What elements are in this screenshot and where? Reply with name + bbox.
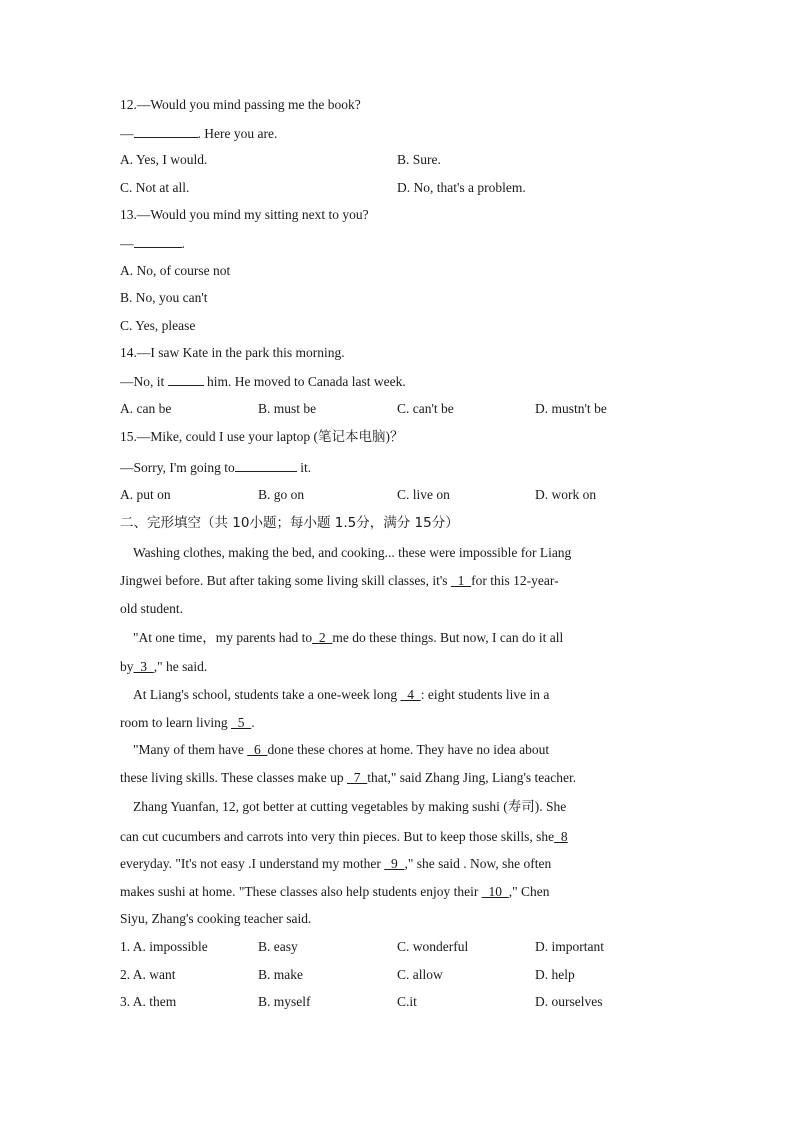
- passage-text: At Liang's school, students take a one-week long: [133, 687, 401, 702]
- option-a: A. Yes, I would.: [120, 152, 208, 167]
- passage-line: [120, 572, 559, 590]
- passage-line: Siyu, Zhang's cooking teacher said.: [120, 911, 312, 926]
- passage-line: [120, 828, 568, 846]
- question-15-reply: [120, 458, 311, 477]
- option-c: C. can't be: [397, 401, 454, 416]
- cloze-blank-5: 5: [230, 715, 252, 730]
- option-d: D. work on: [535, 487, 597, 502]
- option-b: B. go on: [258, 487, 305, 502]
- passage-line: [133, 629, 563, 647]
- option-c: C. live on: [397, 487, 450, 502]
- question-13-stem: 13.—Would you mind my sitting next to you?: [120, 207, 369, 222]
- answer-blank: [168, 372, 204, 386]
- dash: —: [120, 236, 134, 251]
- passage-line: [120, 714, 255, 732]
- option-b: B. must be: [258, 401, 317, 416]
- section-heading: 二、完形填空（共 10小题；每小题 1.5分，满分 15分）: [120, 515, 459, 531]
- passage-text: ," Chen: [508, 884, 550, 899]
- item-2-option-a: 2. A. want: [120, 967, 176, 982]
- cloze-blank-2: 2: [312, 630, 333, 645]
- passage-text: makes sushi at home. "These classes also help students enjoy their: [120, 884, 482, 899]
- question-14-reply: [120, 372, 406, 391]
- item-1-option-b: B. easy: [258, 939, 298, 954]
- passage-text: by: [120, 659, 134, 674]
- cloze-blank-9: 9: [384, 856, 405, 871]
- option-d: D. No, that's a problem.: [397, 180, 526, 195]
- item-3-option-c: C.it: [397, 994, 417, 1009]
- reply-text: .: [181, 236, 185, 251]
- passage-text: me do these things. But now, I can do it all: [332, 630, 564, 645]
- passage-line: [120, 658, 207, 676]
- passage-text: "At one time，my parents had to: [133, 630, 313, 645]
- passage-line: [133, 686, 549, 704]
- reply-text: —Sorry, I'm going to: [120, 460, 235, 475]
- reply-text: . Here you are.: [197, 126, 278, 141]
- item-2-option-d: D. help: [535, 967, 575, 982]
- passage-text: can cut cucumbers and carrots into very thin pieces. But to keep those skills, she: [120, 829, 555, 844]
- item-1-option-d: D. important: [535, 939, 604, 954]
- passage-line: old student.: [120, 601, 183, 616]
- passage-line: [120, 769, 576, 787]
- passage-text: done these chores at home. They have no idea about: [267, 742, 550, 757]
- passage-line: [120, 855, 551, 873]
- reply-text: —No, it: [120, 374, 168, 389]
- question-12-reply: [120, 124, 277, 143]
- question-14-stem: 14.—I saw Kate in the park this morning.: [120, 345, 345, 360]
- cloze-blank-4: 4: [400, 687, 421, 702]
- passage-text: "Many of them have: [133, 742, 248, 757]
- option-b: B. No, you can't: [120, 290, 208, 305]
- passage-line: Washing clothes, making the bed, and cooking... these were impossible for Liang: [133, 545, 572, 560]
- item-3-option-d: D. ourselves: [535, 994, 603, 1009]
- passage-text: for this 12-year-: [471, 573, 559, 588]
- cloze-blank-6: 6: [247, 742, 268, 757]
- dash: —: [120, 126, 134, 141]
- passage-line: Zhang Yuanfan, 12, got better at cutting vegetables by making sushi (寿司). She: [133, 799, 567, 814]
- item-2-option-c: C. allow: [397, 967, 443, 982]
- cloze-blank-10: 10: [481, 884, 509, 899]
- option-d: D. mustn't be: [535, 401, 607, 416]
- option-a: A. No, of course not: [120, 263, 231, 278]
- passage-text: everyday. "It's not easy .I understand my mother: [120, 856, 385, 871]
- passage-text: ," he said.: [153, 659, 208, 674]
- passage-text: that," said Zhang Jing, Liang's teacher.: [367, 770, 577, 785]
- question-13-reply: [120, 234, 185, 253]
- item-1-option-c: C. wonderful: [397, 939, 469, 954]
- option-c: C. Yes, please: [120, 318, 196, 333]
- option-a: A. put on: [120, 487, 171, 502]
- question-15-stem: 15.—Mike, could I use your laptop (笔记本电脑)？: [120, 429, 404, 444]
- item-1-option-a: 1. A. impossible: [120, 939, 208, 954]
- option-a: A. can be: [120, 401, 172, 416]
- item-3-option-a: 3. A. them: [120, 994, 177, 1009]
- cloze-blank-8: 8: [554, 829, 568, 844]
- option-b: B. Sure.: [397, 152, 441, 167]
- passage-text: : eight students live in a: [420, 687, 550, 702]
- passage-text: these living skills. These classes make up: [120, 770, 347, 785]
- passage-text: ," she said . Now, she often: [404, 856, 552, 871]
- passage-line: [120, 883, 549, 901]
- reply-text: him. He moved to Canada last week.: [203, 374, 406, 389]
- cloze-blank-1: 1: [450, 573, 472, 588]
- answer-blank: [134, 124, 198, 138]
- item-2-option-b: B. make: [258, 967, 303, 982]
- cloze-blank-7: 7: [346, 770, 368, 785]
- answer-blank: [134, 234, 182, 248]
- reply-text: it.: [296, 460, 312, 475]
- question-12-stem: 12.—Would you mind passing me the book?: [120, 97, 361, 112]
- passage-text: Jingwei before. But after taking some living skill classes, it's: [120, 573, 451, 588]
- passage-text: .: [251, 715, 255, 730]
- passage-line: [133, 741, 549, 759]
- answer-blank: [235, 458, 297, 472]
- passage-text: room to learn living: [120, 715, 231, 730]
- cloze-blank-3: 3: [133, 659, 154, 674]
- option-c: C. Not at all.: [120, 180, 190, 195]
- item-3-option-b: B. myself: [258, 994, 311, 1009]
